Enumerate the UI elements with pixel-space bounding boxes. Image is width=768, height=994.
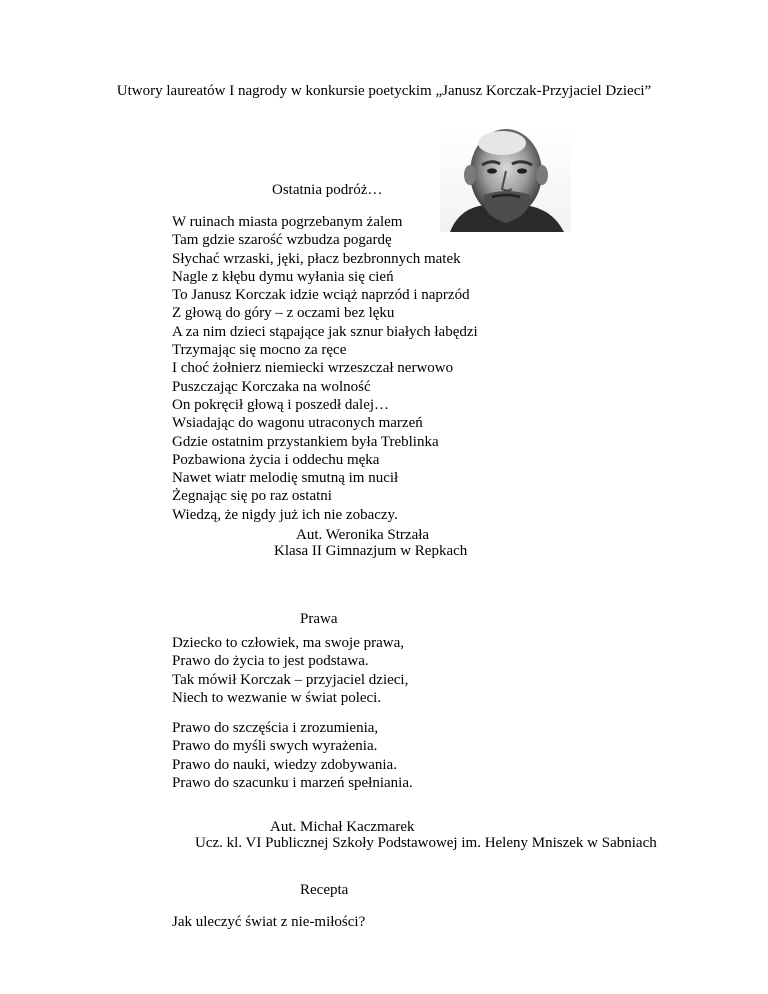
poem-line: Prawo do życia to jest podstawa. [172, 653, 369, 670]
poem-line: Nagle z kłębu dymu wyłania się cień [172, 268, 394, 285]
poem-line: Pozbawiona życia i oddechu męka [172, 451, 380, 468]
poem-line: Żegnając się po raz ostatni [172, 488, 332, 505]
poem-line: Prawo do szacunku i marzeń spełniania. [172, 774, 413, 791]
poem-line: W ruinach miasta pogrzebanym żalem [172, 214, 403, 230]
document-heading: Utwory laureatów I nagrody w konkursie poetyckim „Janusz Korczak-Przyjaciel Dzieci” [116, 83, 652, 99]
poem-line: Wsiadając do wagonu utraconych marzeń [172, 415, 423, 432]
poem-stanza [172, 719, 413, 792]
poem-line: Prawo do nauki, wiedzy zdobywania. [172, 756, 397, 773]
poem-stanza [172, 634, 408, 707]
poem-line: Dziecko to człowiek, ma swoje prawa, [172, 635, 404, 651]
poem-line: I choć żołnierz niemiecki wrzeszczał nerwowo [172, 360, 454, 377]
poem-line: Z głową do góry – z oczami bez lęku [172, 305, 395, 322]
poem-line: Słychać wrzaski, jęki, płacz bezbronnych matek [172, 250, 461, 267]
poem-line: Puszczając Korczaka na wolność [172, 378, 371, 395]
poem-stanza [172, 213, 478, 524]
poem-author: Aut. Michał Kaczmarek [270, 819, 415, 835]
poem-title: Recepta [300, 882, 349, 898]
poem-line: To Janusz Korczak idzie wciąż naprzód i naprzód [172, 287, 470, 304]
poem-author: Aut. Weronika Strzała [296, 527, 430, 543]
poem-line: Tak mówił Korczak – przyjaciel dzieci, [172, 671, 409, 688]
poem-line: A za nim dzieci stąpające jak sznur białych łabędzi [172, 323, 478, 340]
poem-line: Prawo do szczęścia i zrozumienia, [172, 720, 379, 736]
poem-line: Tam gdzie szarość wzbudza pogardę [172, 232, 392, 249]
poem-title: Ostatnia podróż… [272, 182, 383, 198]
poem-line: Prawo do myśli swych wyrażenia. [172, 738, 378, 755]
poem-line: On pokręcił głową i poszedł dalej… [172, 396, 390, 413]
poem-line: Trzymając się mocno za ręce [172, 342, 347, 359]
poem-line: Gdzie ostatnim przystankiem była Treblinka [172, 433, 439, 450]
poem-title: Prawa [300, 611, 338, 627]
poem-stanza [172, 913, 365, 931]
poem-line: Jak uleczyć świat z nie-miłości? [172, 914, 366, 930]
poem-line: Wiedzą, że nigdy już ich nie zobaczy. [172, 506, 398, 523]
poem-line: Niech to wezwanie w świat poleci. [172, 689, 382, 706]
poem-line: Nawet wiatr melodię smutną im nucił [172, 470, 399, 487]
poem-author-affiliation: Ucz. kl. VI Publicznej Szkoły Podstawowej im. Heleny Mniszek w Sabniach [195, 835, 657, 851]
poem-author-affiliation: Klasa II Gimnazjum w Repkach [274, 543, 468, 559]
